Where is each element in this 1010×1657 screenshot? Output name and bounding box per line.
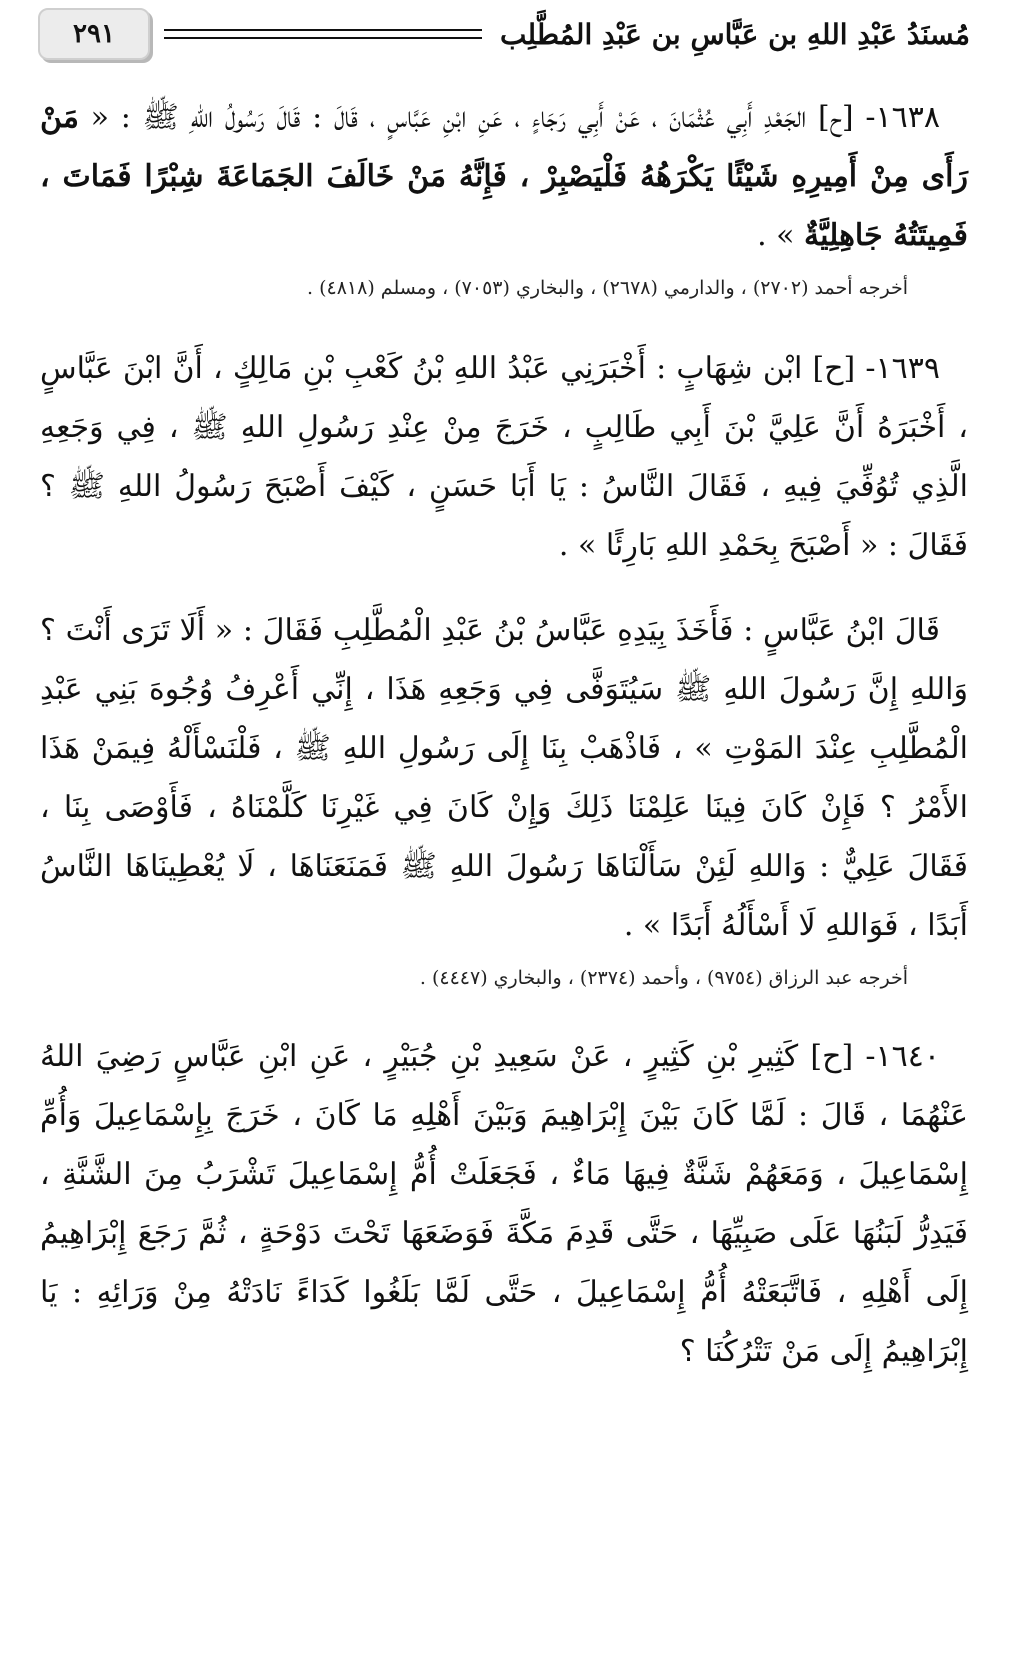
hadith-text: [ح] ابْن شِهَابٍ : أَخْبَرَنِي عَبْدُ اللهِ بْنُ كَعْبِ بْنِ مَالِكٍ ، أَنَّ ابْنَ عَبَّاسٍ ، أَخْبَرَهُ أَنَّ عَلِيَّ بْنَ أَبِي طَالِبٍ ، خَرَجَ مِنْ عِنْدِ رَسُولِ اللهِ ﷺ ، فِي وَجَعِهِ الَّذِي تُوُفِّيَ فِيهِ ، فَقَالَ النَّاسُ : يَا أَبَا حَسَنٍ ، كَيْفَ أَصْبَحَ رَسُولُ اللهِ ﷺ ؟ فَقَالَ : « أَصْبَحَ بِحَمْدِ اللهِ بَارِئًا » . (40, 351, 968, 563)
page-content (40, 88, 968, 1381)
hadith-isnad: [ح] الجَعْدِ أَبِي عُثْمَانَ ، عَنْ أَبِي رَجَاءٍ ، عَنِ ابْنِ عَبَّاسٍ ، قَالَ : قَالَ رَسُولُ اللهِ ﷺ : « (90, 100, 854, 135)
header-rule (164, 29, 482, 39)
hadith-matn-bold: مَنْ رَأَى مِنْ أَمِيرِهِ شَيْئًا يَكْرَهُهُ فَلْيَصْبِرْ ، فَإِنَّهُ مَنْ خَالَفَ الجَمَاعَةَ شِبْرًا فَمَاتَ ، فَمِيتَتُهُ جَاهِلِيَّةٌ (40, 100, 968, 253)
hadith-1638 (40, 88, 968, 303)
page-header (38, 6, 970, 62)
hadith-1639-para-1 (40, 339, 968, 575)
hadith-number: ١٦٤٠- (865, 1039, 940, 1074)
hadith-1638-takhrij: أخرجه أحمد (٢٧٠٢) ، والدارمي (٢٦٧٨) ، والبخاري (٧٠٥٣) ، ومسلم (٤٨١٨) . (307, 277, 908, 299)
hadith-matn-close: » . (757, 218, 795, 253)
hadith-1640-text (40, 1027, 968, 1381)
page-number-badge (38, 8, 150, 60)
spacer (40, 303, 968, 339)
page-number: ٢٩١ (73, 19, 115, 49)
hadith-number: ١٦٣٨- (865, 100, 940, 135)
hadith-1639-para-2: قَالَ ابْنُ عَبَّاسٍ : فَأَخَذَ بِيَدِهِ عَبَّاسُ بْنُ عَبْدِ الْمُطَّلِبِ فَقَالَ : « أَلَا تَرَى أَنْتَ ؟ وَاللهِ إِنَّ رَسُولَ اللهِ ﷺ سَيُتَوَفَّى فِي وَجَعِهِ هَذَا ، إِنِّي أَعْرِفُ وُجُوهَ بَنِي عَبْدِ الْمُطَّلِبِ عِنْدَ المَوْتِ » ، فَاذْهَبْ بِنَا إِلَى رَسُولِ اللهِ ﷺ ، فَلْنَسْأَلْهُ فِيمَنْ هَذَا الأَمْرُ ؟ فَإِنْ كَانَ فِينَا عَلِمْنَا ذَلِكَ وَإِنْ كَانَ فِي غَيْرِنَا كَلَّمْنَاهُ ، فَأَوْصَى بِنَا ، فَقَالَ عَلِيٌّ : وَاللهِ لَئِنْ سَأَلْنَاهَا رَسُولَ اللهِ ﷺ فَمَنَعَنَاهَا ، لَا يُعْطِينَاهَا النَّاسُ أَبَدًا ، فَوَاللهِ لَا أَسْأَلُهُ أَبَدًا » . (40, 613, 968, 943)
hadith-1638-text (40, 88, 968, 265)
spacer (40, 993, 968, 1027)
hadith-1639-takhrij: أخرجه عبد الرزاق (٩٧٥٤) ، وأحمد (٢٣٧٤) ، والبخاري (٤٤٤٧) . (419, 967, 908, 989)
running-title: مُسنَدُ عَبْدِ اللهِ بن عَبَّاسِ بن عَبْدِ المُطَّلِب (500, 17, 970, 51)
spacer (40, 575, 968, 601)
hadith-1640 (40, 1027, 968, 1381)
hadith-1639 (40, 339, 968, 993)
hadith-number: ١٦٣٩- (865, 351, 940, 386)
hadith-text: [ح] كَثِيرِ بْنِ كَثِيرٍ ، عَنْ سَعِيدِ بْنِ جُبَيْرٍ ، عَنِ ابْنِ عَبَّاسٍ رَضِيَ اللهُ عَنْهُمَا ، قَالَ : لَمَّا كَانَ بَيْنَ إِبْرَاهِيمَ وَبَيْنَ أَهْلِهِ مَا كَانَ ، خَرَجَ بِإِسْمَاعِيلَ وَأُمِّ إِسْمَاعِيلَ ، وَمَعَهُمْ شَنَّةٌ فِيهَا مَاءٌ ، فَجَعَلَتْ أُمُّ إِسْمَاعِيلَ تَشْرَبُ مِنَ الشَّنَّةِ ، فَيَدِرُّ لَبَنُهَا عَلَى صَبِيِّهَا ، حَتَّى قَدِمَ مَكَّةَ فَوَضَعَهَا تَحْتَ دَوْحَةٍ ، ثُمَّ رَجَعَ إِبْرَاهِيمُ إِلَى أَهْلِهِ ، فَاتَّبَعَتْهُ أُمُّ إِسْمَاعِيلَ ، حَتَّى لَمَّا بَلَغُوا كَدَاءً نَادَتْهُ مِنْ وَرَائِهِ : يَا إِبْرَاهِيمُ إِلَى مَنْ تَتْرُكُنَا ؟ (40, 1039, 968, 1369)
